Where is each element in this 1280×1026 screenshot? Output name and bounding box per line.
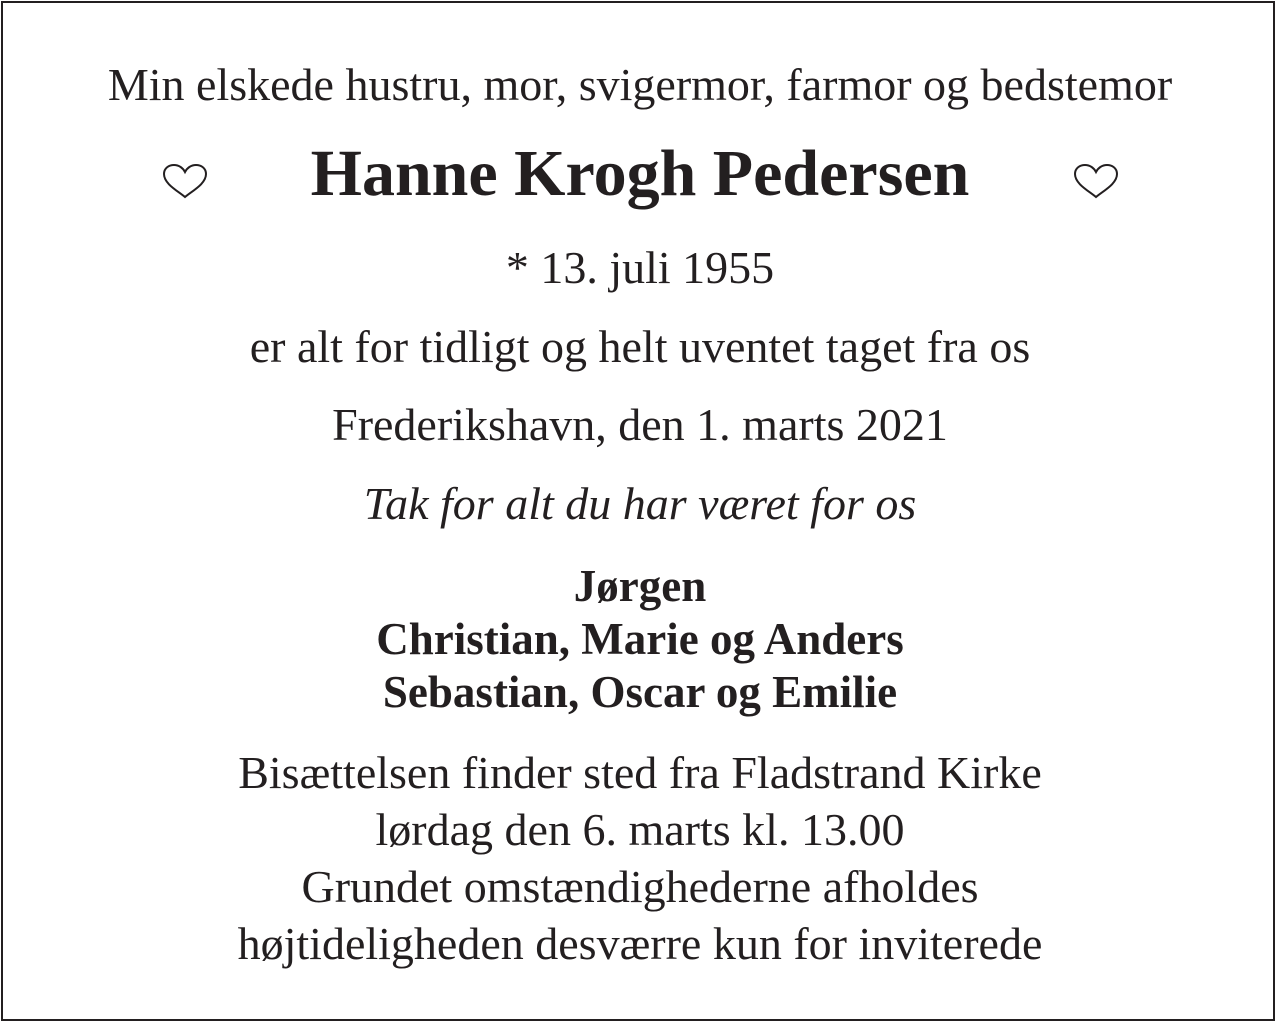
funeral-line: Bisættelsen finder sted fra Fladstrand Kirke	[238, 747, 1042, 798]
family-line: Jørgen	[573, 561, 707, 611]
birth-date: * 13. juli 1955	[505, 242, 775, 293]
notice-intro: Min elskede hustru, mor, svigermor, farmor og bedstemor	[107, 59, 1173, 110]
funeral-line: Grundet omstændighederne afholdes	[301, 861, 979, 912]
family-line: Sebastian, Oscar og Emilie	[382, 667, 898, 717]
thanks-text: Tak for alt du har været for os	[363, 478, 917, 529]
funeral-details	[0, 744, 1280, 972]
funeral-line: højtideligheden desværre kun for inviterede	[237, 918, 1043, 969]
passing-text: er alt for tidligt og helt uventet taget fra os	[249, 321, 1031, 372]
place-and-date: Frederikshavn, den 1. marts 2021	[332, 399, 948, 450]
funeral-line: lørdag den 6. marts kl. 13.00	[375, 804, 905, 855]
heart-icon	[1071, 162, 1121, 202]
family-line: Christian, Marie og Anders	[376, 614, 904, 664]
deceased-name: Hanne Krogh Pedersen	[310, 137, 970, 210]
family-names	[0, 560, 1280, 719]
